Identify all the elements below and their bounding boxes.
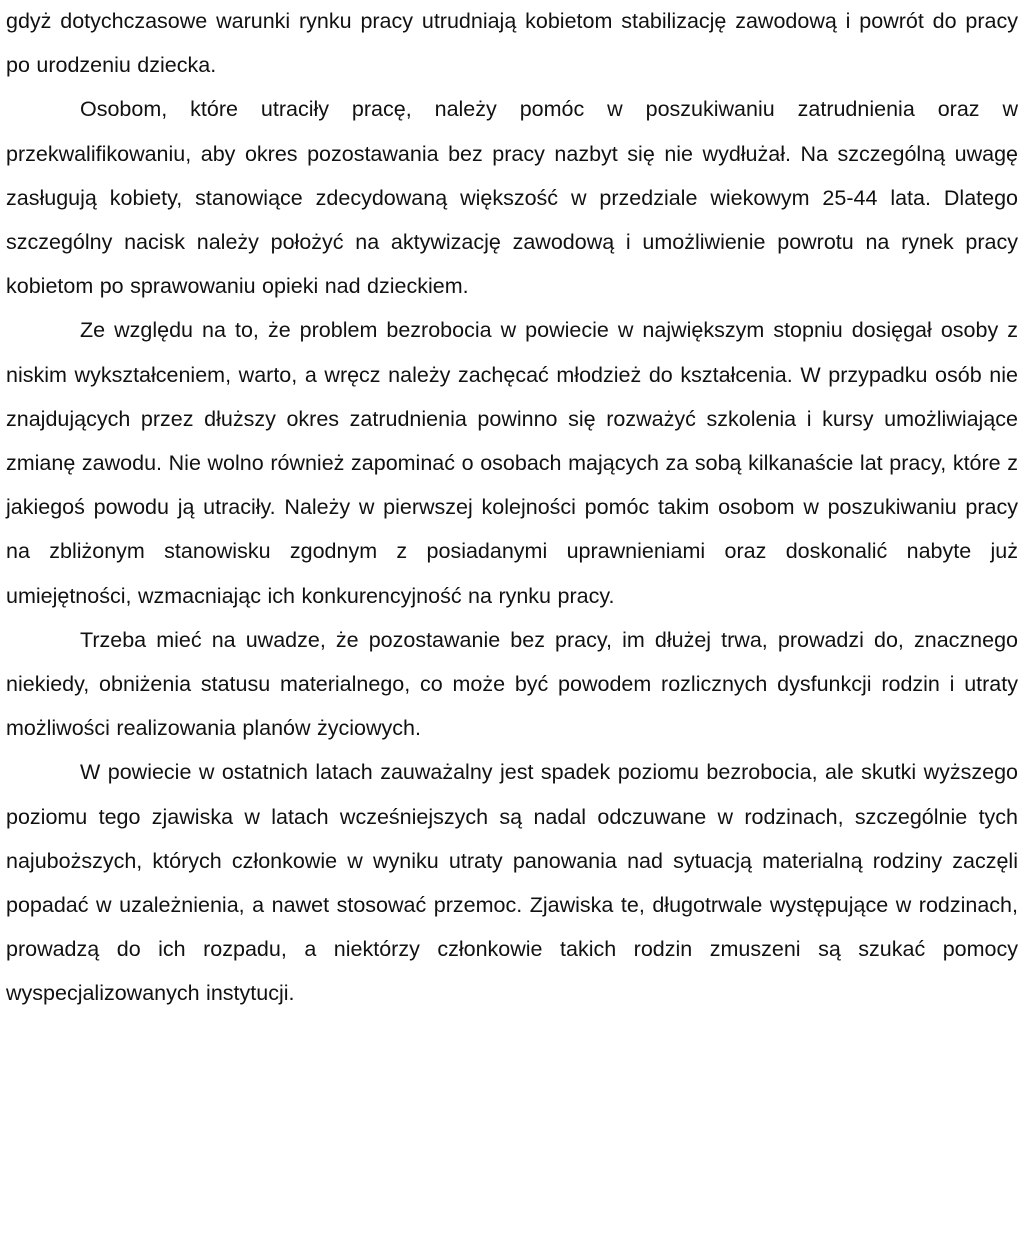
paragraph-4: Trzeba mieć na uwadze, że pozostawanie bez pracy, im dłużej trwa, prowadzi do, znacznego niekiedy, obniżenia statusu materialnego, co może być powodem rozlicznych dysfunkcji rodzin i utraty możliwości realizowania planów życiowych.	[6, 627, 1018, 741]
paragraph-2: Osobom, które utraciły pracę, należy pomóc w poszukiwaniu zatrudnienia oraz w przekwalifikowaniu, aby okres pozostawania bez pracy nazbyt się nie wydłużał. Na szczególną uwagę zasługują kobiety, stanowiące zdecydowaną większość w przedziale wiekowym 25-44 lata. Dlatego szczególny nacisk należy położyć na aktywizację zawodową i umożliwienie powrotu na rynek pracy kobietom po sprawowaniu opieki nad dzieckiem.	[6, 97, 1018, 299]
paragraph-3: Ze względu na to, że problem bezrobocia w powiecie w największym stopniu dosięgał osoby z niskim wykształceniem, warto, a wręcz należy zachęcać młodzież do kształcenia. W przypadku osób nie znajdujących przez dłuższy okres zatrudnienia powinno się rozważyć szkolenia i kursy umożliwiające zmianę zawodu. Nie wolno również zapominać o osobach mających za sobą kilkanaście lat pracy, które z jakiegoś powodu ją utraciły. Należy w pierwszej kolejności pomóc takim osobom w poszukiwaniu pracy na zbliżonym stanowisku zgodnym z posiadanymi uprawnieniami oraz doskonalić nabyte już umiejętności, wzmacniając ich konkurencyjność na rynku pracy.	[6, 318, 1018, 608]
paragraph-5: W powiecie w ostatnich latach zauważalny jest spadek poziomu bezrobocia, ale skutki wyższego poziomu tego zjawiska w latach wcześniejszych są nadal odczuwane w rodzinach, szczególnie tych najuboższych, których członkowie w wyniku utraty panowania nad sytuacją materialną rodziny zaczęli popadać w uzależnienia, a nawet stosować przemoc. Zjawiska te, długotrwale występujące w rodzinach, prowadzą do ich rozpadu, a niektórzy członkowie takich rodzin zmuszeni są szukać pomocy wyspecjalizowanych instytucji.	[6, 760, 1018, 1006]
paragraph-1: gdyż dotychczasowe warunki rynku pracy utrudniają kobietom stabilizację zawodową i powrót do pracy po urodzeniu dziecka.	[6, 9, 1018, 78]
